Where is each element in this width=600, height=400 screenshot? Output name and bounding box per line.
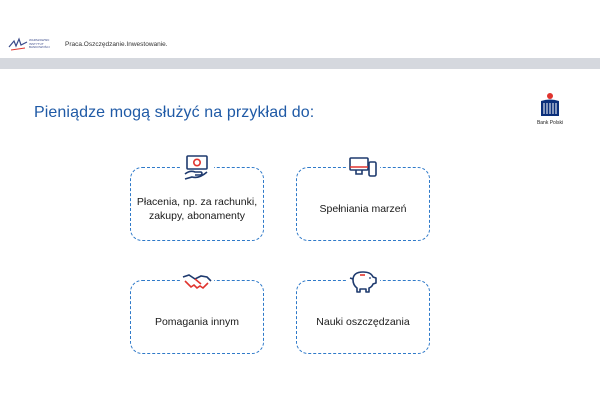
wib-logo-text: WARSZAWSKI INSTYTUT BANKOWOŚCI	[29, 38, 50, 50]
pko-bank-logo	[530, 92, 570, 132]
header-tagline: Praca.Oszczędzanie.Inwestowanie.	[65, 41, 168, 48]
wib-logo	[8, 37, 54, 55]
card-label: Pomagania innym	[154, 316, 240, 328]
brand-label: Bank Polski	[536, 120, 564, 126]
card-dreams	[296, 167, 430, 241]
top-bar	[0, 0, 600, 58]
wib-logo-icon	[8, 37, 28, 53]
pko-logo-icon	[537, 92, 563, 118]
card-label: Spełniania marzeń	[319, 203, 407, 215]
card-payments	[130, 167, 264, 241]
card-label: Płacenia, np. za rachunki, zakupy, abonamenty	[136, 196, 258, 222]
card-saving	[296, 280, 430, 354]
slide-title: Pieniądze mogą służyć na przykład do:	[34, 104, 315, 121]
card-label: Nauki oszczędzania	[316, 316, 410, 328]
card-helping	[130, 280, 264, 354]
header-band	[0, 58, 600, 69]
